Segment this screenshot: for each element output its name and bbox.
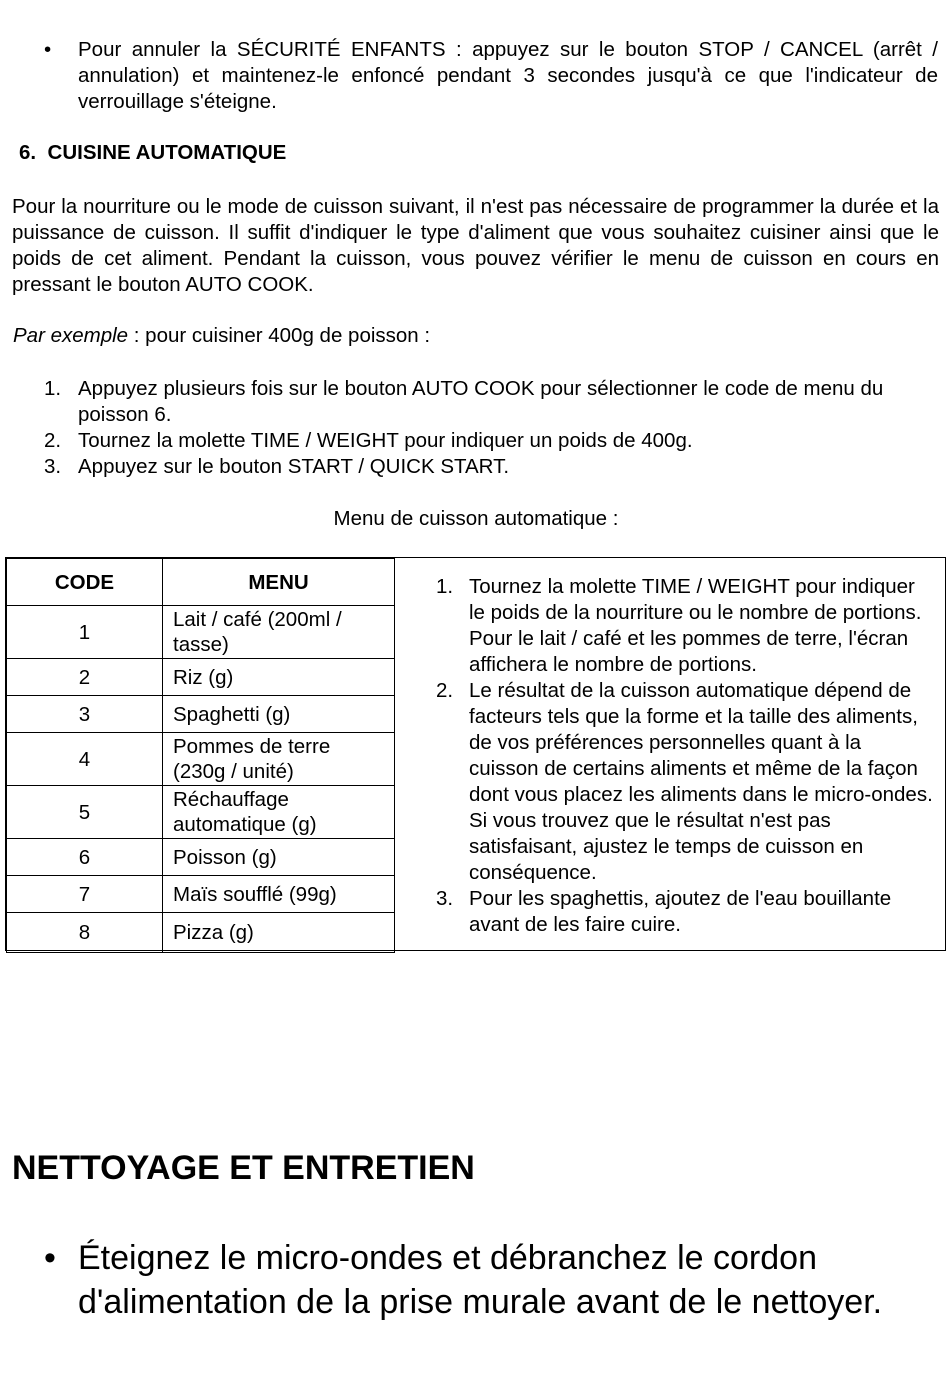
code-cell: 2	[7, 659, 163, 696]
code-cell: 3	[7, 696, 163, 733]
child-lock-bullet	[0, 37, 938, 115]
note-item	[396, 678, 936, 886]
table-row	[7, 696, 395, 733]
note-number: 1.	[436, 575, 454, 598]
step-number: 3.	[44, 455, 62, 478]
table-row	[7, 913, 395, 953]
table-row	[7, 733, 395, 786]
code-cell: 4	[7, 733, 163, 786]
table-row	[7, 839, 395, 876]
auto-cook-table	[5, 557, 946, 951]
example-line	[13, 323, 430, 349]
step-text: Appuyez sur le bouton START / QUICK START.	[78, 455, 510, 478]
menu-cell: Pommes de terre (230g / unité)	[163, 733, 395, 786]
example-steps	[0, 376, 912, 480]
note-item	[396, 886, 936, 938]
table-row	[7, 786, 395, 839]
table-row	[7, 876, 395, 913]
table-row	[7, 659, 395, 696]
cleaning-bullet	[0, 1236, 950, 1324]
section-number: 6.	[19, 141, 37, 164]
header-code: CODE	[7, 559, 163, 606]
bullet-marker: •	[44, 38, 52, 61]
menu-cell: Réchauffage automatique (g)	[163, 786, 395, 839]
step-number: 2.	[44, 429, 62, 452]
note-number: 2.	[436, 679, 454, 702]
menu-cell: Poisson (g)	[163, 839, 395, 876]
code-cell: 6	[7, 839, 163, 876]
menu-cell: Spaghetti (g)	[163, 696, 395, 733]
code-cell: 7	[7, 876, 163, 913]
child-lock-bullet-list	[0, 37, 938, 115]
auto-cook-notes	[396, 574, 936, 938]
bullet-marker: •	[44, 1239, 56, 1277]
code-cell: 8	[7, 913, 163, 953]
note-number: 3.	[436, 887, 454, 910]
step-item	[0, 428, 912, 454]
cleaning-heading: NETTOYAGE ET ENTRETIEN	[12, 1149, 475, 1187]
example-text: : pour cuisiner 400g de poisson :	[128, 324, 431, 347]
menu-cell: Maïs soufflé (99g)	[163, 876, 395, 913]
note-text: Pour les spaghettis, ajoutez de l'eau bouillante avant de les faire cuire.	[469, 887, 892, 936]
step-number: 1.	[44, 377, 62, 400]
step-item	[0, 454, 912, 480]
menu-cell: Pizza (g)	[163, 913, 395, 953]
table-caption: Menu de cuisson automatique :	[333, 507, 619, 530]
example-label: Par exemple	[13, 324, 129, 347]
code-cell: 1	[7, 606, 163, 659]
step-text: Tournez la molette TIME / WEIGHT pour indiquer un poids de 400g.	[78, 429, 693, 452]
note-text: Le résultat de la cuisson automatique dépend de facteurs tels que la forme et la taille des aliments, de vos préférences personnelles quant à la cuisson de certains aliments et même de la façon dont vous placez les aliments dans le micro-ondes. Si vous trouvez que le résultat n'est pas satisfaisant, ajustez le temps de cuisson en conséquence.	[469, 679, 933, 884]
note-item	[396, 574, 936, 678]
menu-cell: Lait / café (200ml / tasse)	[163, 606, 395, 659]
header-menu: MENU	[163, 559, 395, 606]
cleaning-bullet-list	[0, 1236, 950, 1324]
section-intro: Pour la nourriture ou le mode de cuisson suivant, il n'est pas nécessaire de programmer la durée et la puissance de cuisson. Il suffit d'indiquer le type d'aliment que vous souhaitez cuisiner ainsi que le poids de cet aliment. Pendant la cuisson, vous pouvez vérifier le menu de cuisson en cours en pressant le bouton AUTO COOK.	[12, 195, 939, 296]
step-text: Appuyez plusieurs fois sur le bouton AUTO COOK pour sélectionner le code de menu du poisson 6.	[78, 377, 884, 426]
section-title: CUISINE AUTOMATIQUE	[47, 141, 287, 164]
menu-code-table	[6, 558, 395, 953]
cleaning-text: Éteignez le micro-ondes et débranchez le cordon d'alimentation de la prise murale avant de le nettoyer.	[78, 1239, 883, 1321]
step-item	[0, 376, 912, 428]
child-lock-text: Pour annuler la SÉCURITÉ ENFANTS : appuyez sur le bouton STOP / CANCEL (arrêt / annulation) et maintenez-le enfoncé pendant 3 secondes jusqu'à ce que l'indicateur de verrouillage s'éteigne.	[78, 38, 938, 113]
note-text: Tournez la molette TIME / WEIGHT pour indiquer le poids de la nourriture ou le nombre de portions. Pour le lait / café et les pommes de terre, l'écran affichera le nombre de portions.	[469, 575, 922, 676]
menu-cell: Riz (g)	[163, 659, 395, 696]
table-header-row	[7, 559, 395, 606]
code-cell: 5	[7, 786, 163, 839]
table-row	[7, 606, 395, 659]
section-heading	[19, 140, 286, 166]
